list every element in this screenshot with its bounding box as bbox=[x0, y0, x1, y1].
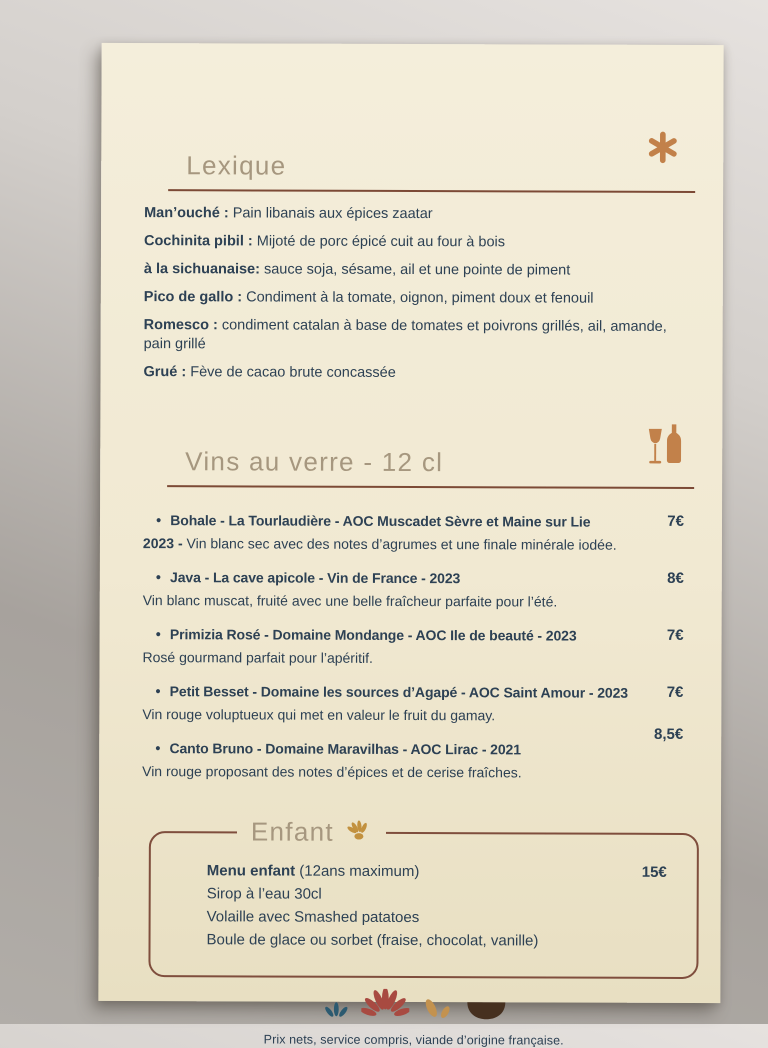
enfant-box bbox=[148, 816, 699, 979]
wine-price: 7€ bbox=[667, 513, 684, 530]
asterisk-icon bbox=[646, 131, 679, 169]
wine-description: Vin blanc muscat, fruité avec une belle fraîcheur parfaite pour l’été. bbox=[143, 591, 688, 611]
wine-list bbox=[142, 511, 688, 782]
bullet-icon bbox=[142, 683, 169, 699]
wine-glass-bottle-icon bbox=[642, 420, 686, 477]
enfant-menu-line: Boule de glace ou sorbet (fraise, chocolat, vanille) bbox=[207, 928, 661, 953]
wine-price: 7€ bbox=[667, 627, 684, 644]
wine-name: Bohale - La Tourlaudière - AOC Muscadet Sèvre et Maine sur Lie bbox=[170, 512, 590, 529]
enfant-menu-line: Sirop à l’eau 30cl bbox=[207, 882, 661, 907]
blue-sprout-icon bbox=[321, 999, 351, 1026]
enfant-menu-row: Menu enfant (12ans maximum) 15€ bbox=[207, 859, 661, 884]
wine-name: Petit Besset - Domaine les sources d’Agapé - AOC Saint Amour - 2023 bbox=[170, 683, 628, 701]
enfant-price: 15€ bbox=[642, 861, 667, 884]
bullet-icon bbox=[143, 512, 170, 528]
vins-title: Vins au verre - 12 cl bbox=[185, 446, 443, 478]
menu-content bbox=[98, 43, 723, 1048]
tan-leaves-icon bbox=[419, 995, 455, 1026]
bullet-icon bbox=[142, 740, 169, 756]
wine-description: 2023 - Vin blanc sec avec des notes d’agrumes et une finale minérale iodée. bbox=[143, 534, 688, 554]
wine-price: 7€ bbox=[667, 684, 684, 701]
wine-name: Primizia Rosé - Domaine Mondange - AOC Ile de beauté - 2023 bbox=[170, 626, 577, 643]
footer-icons bbox=[141, 993, 686, 1027]
menu-card bbox=[98, 43, 723, 1003]
wine-price: 8€ bbox=[667, 570, 684, 587]
footer bbox=[141, 993, 686, 1048]
hand-icon bbox=[346, 818, 372, 847]
lexique-entry: Cochinita pibil : Mijoté de porc épicé cuit au four à bois bbox=[144, 232, 689, 253]
footer-note: Prix nets, service compris, viande d’origine française. bbox=[141, 1032, 686, 1048]
enfant-header bbox=[237, 816, 386, 848]
lexique-entry: à la sichuanaise: sauce soja, sésame, ail et une pointe de piment bbox=[144, 260, 689, 281]
wine-item bbox=[143, 568, 688, 611]
wine-description: Vin rouge voluptueux qui met en valeur le fruit du gamay. bbox=[142, 705, 687, 725]
enfant-title: Enfant bbox=[251, 816, 334, 847]
wine-name: Java - La cave apicole - Vin de France - 2023 bbox=[170, 569, 460, 586]
wine-item bbox=[143, 511, 688, 554]
bowl-icon bbox=[465, 999, 507, 1026]
lexique-entry: Grué : Fève de cacao brute concassée bbox=[143, 363, 688, 384]
lexique-list bbox=[143, 204, 689, 384]
lexique-entry: Man’ouché : Pain libanais aux épices zaatar bbox=[144, 204, 689, 225]
enfant-menu-name: Menu enfant bbox=[207, 862, 295, 879]
wine-item bbox=[142, 682, 687, 725]
wine-description: Vin rouge proposant des notes d’épices et de cerise fraîches. bbox=[142, 762, 687, 782]
lexique-entry: Pico de gallo : Condiment à la tomate, oignon, piment doux et fenouil bbox=[144, 288, 689, 309]
wine-description: Rosé gourmand parfait pour l’apéritif. bbox=[142, 648, 687, 668]
lexique-entry: Romesco : condiment catalan à base de tomates et poivrons grillés, ail, amande, pain grillé bbox=[144, 316, 689, 356]
wine-item bbox=[142, 739, 687, 782]
lexique-header bbox=[168, 129, 695, 193]
wine-price: 8,5€ bbox=[654, 726, 683, 743]
vins-header bbox=[167, 418, 694, 489]
enfant-menu-line: Volaille avec Smashed patatoes bbox=[207, 905, 661, 930]
bullet-icon bbox=[143, 569, 170, 585]
bullet-icon bbox=[143, 626, 170, 642]
wine-item bbox=[142, 625, 687, 668]
red-fan-icon bbox=[361, 989, 409, 1026]
lexique-title: Lexique bbox=[186, 150, 286, 181]
wine-name: Canto Bruno - Domaine Maravilhas - AOC Lirac - 2021 bbox=[169, 740, 521, 757]
